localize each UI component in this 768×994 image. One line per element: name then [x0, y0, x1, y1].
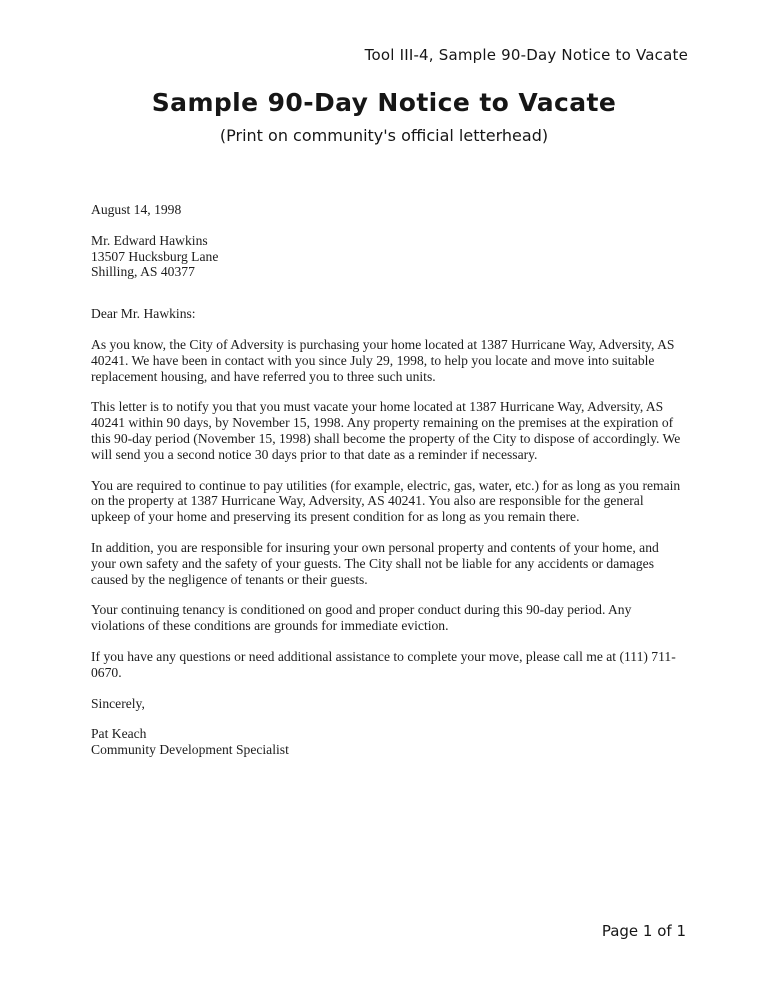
- letter-paragraph-6: If you have any questions or need additional assistance to complete your move, please call me at (111) 711-0670.: [91, 648, 676, 680]
- document-header-label: Tool III-4, Sample 90-Day Notice to Vacate: [364, 46, 688, 64]
- recipient-address-block: [91, 233, 683, 280]
- letter-paragraph-1: As you know, the City of Adversity is purchasing your home located at 1387 Hurricane Way, Adversity, AS 40241. We have been in contact with you since July 29, 1998, to help you locate and move into suitable replacement housing, and have referred you to three such units.: [91, 336, 675, 384]
- signature-block: [91, 726, 683, 758]
- letter-date: August 14, 1998: [91, 202, 182, 217]
- letter-paragraph-2: This letter is to notify you that you must vacate your home located at 1387 Hurricane Way, Adversity, AS 40241 within 90 days, by November 15, 1998. Any property remaining on the premises at the expiration of this 90-day period (November 15, 1998) shall become the property of the City to dispose of accordingly. We will send you a second notice 30 days prior to that date as a reminder if necessary.: [91, 399, 681, 462]
- letter-body: [91, 202, 683, 758]
- signature-name: Pat Keach: [91, 726, 147, 742]
- letter-paragraph-5: Your continuing tenancy is conditioned on good and proper conduct during this 90-day period. Any violations of these conditions are grounds for immediate eviction.: [91, 602, 632, 634]
- recipient-name: Mr. Edward Hawkins: [91, 232, 208, 248]
- document-title: Sample 90-Day Notice to Vacate: [151, 88, 617, 117]
- letter-closing: Sincerely,: [91, 695, 145, 711]
- letter-salutation: Dear Mr. Hawkins:: [91, 306, 196, 322]
- document-subtitle: (Print on community's official letterhead): [219, 126, 549, 145]
- letter-paragraph-4: In addition, you are responsible for insuring your own personal property and contents of your home, and your own safety and the safety of your guests. The City shall not be liable for any accidents or damages caused by the negligence of tenants or their guests.: [91, 539, 659, 587]
- letter-paragraph-3: You are required to continue to pay utilities (for example, electric, gas, water, etc.) for as long as you remain on the property at 1387 Hurricane Way, Adversity, AS 40241. You also are responsible for the general upkeep of your home and preserving its present condition for as long as you remain there.: [91, 477, 681, 525]
- recipient-city-state-zip: Shilling, AS 40377: [91, 264, 195, 280]
- page-number-label: Page 1 of 1: [601, 922, 686, 940]
- recipient-street: 13507 Hucksburg Lane: [91, 248, 219, 264]
- signature-title: Community Development Specialist: [91, 742, 289, 758]
